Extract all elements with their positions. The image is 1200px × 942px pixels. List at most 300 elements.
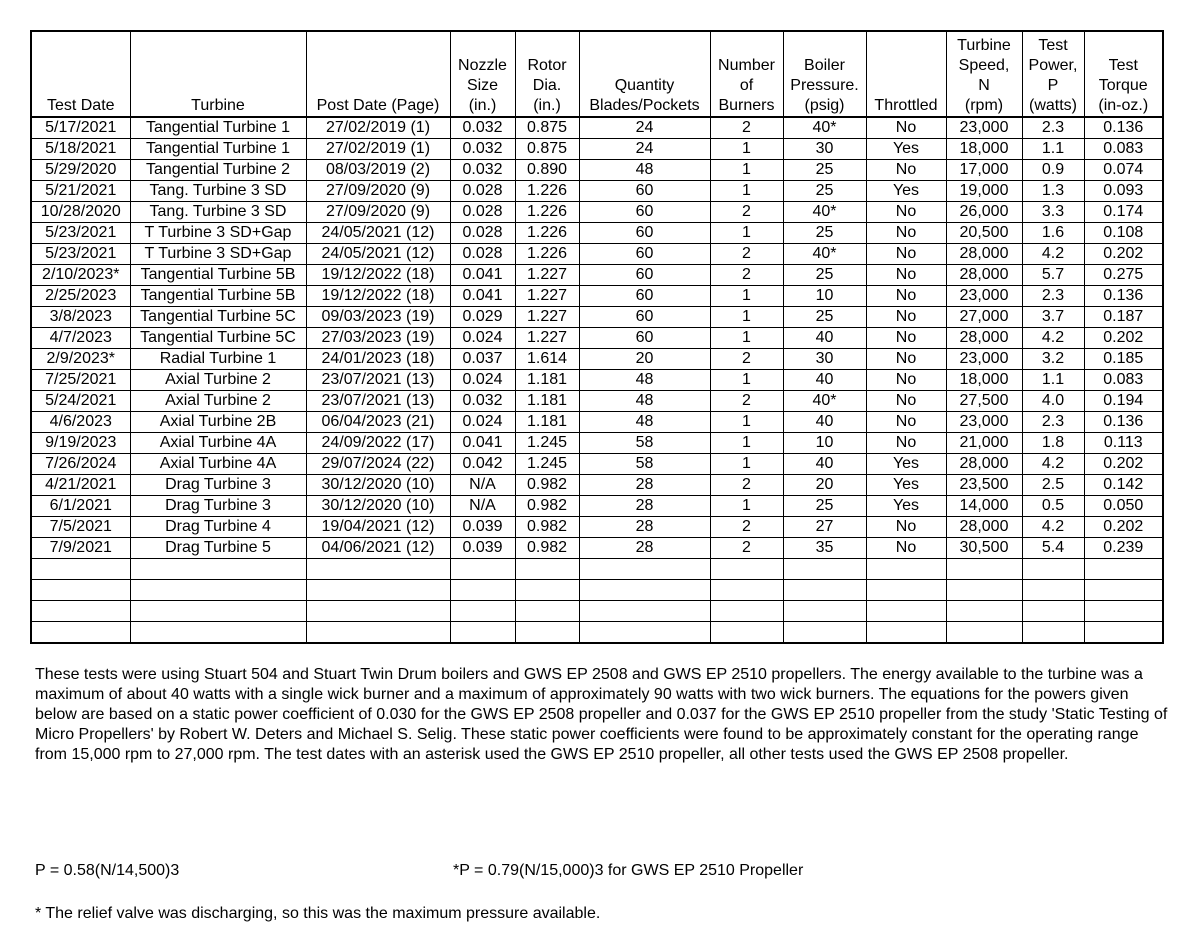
- table-cell: 4.2: [1022, 517, 1084, 538]
- table-cell: 0.890: [515, 160, 579, 181]
- table-cell: 24: [579, 139, 710, 160]
- table-cell: 3.3: [1022, 202, 1084, 223]
- table-cell: Yes: [866, 139, 946, 160]
- table-cell: 0.108: [1084, 223, 1163, 244]
- table-cell: 60: [579, 181, 710, 202]
- table-cell: 2.3: [1022, 412, 1084, 433]
- table-cell: 0.142: [1084, 475, 1163, 496]
- table-row: [31, 307, 1163, 328]
- table-cell: 23,000: [946, 412, 1022, 433]
- table-cell: 40: [783, 370, 866, 391]
- column-header-line: Dia.: [532, 77, 562, 94]
- table-cell: Drag Turbine 5: [130, 538, 306, 559]
- table-cell: 29/07/2024 (22): [306, 454, 450, 475]
- column-header: [866, 31, 946, 117]
- table-cell: 23,000: [946, 349, 1022, 370]
- table-cell: Tangential Turbine 5B: [130, 286, 306, 307]
- table-cell: [31, 580, 130, 601]
- table-cell: T Turbine 3 SD+Gap: [130, 244, 306, 265]
- table-cell: 1: [710, 181, 783, 202]
- table-cell: [783, 622, 866, 644]
- table-cell: 19,000: [946, 181, 1022, 202]
- table-cell: 1: [710, 412, 783, 433]
- table-cell: Yes: [866, 496, 946, 517]
- table-cell: 0.028: [450, 181, 515, 202]
- table-cell: 10/28/2020: [31, 202, 130, 223]
- table-cell: Tangential Turbine 5C: [130, 328, 306, 349]
- column-header-line: Test: [1038, 37, 1068, 54]
- table-row: [31, 117, 1163, 139]
- table-cell: [710, 622, 783, 644]
- table-cell: 25: [783, 265, 866, 286]
- table-cell: 24/05/2021 (12): [306, 244, 450, 265]
- table-cell: 27: [783, 517, 866, 538]
- table-cell: 1.226: [515, 202, 579, 223]
- column-header-line: Pressure.: [790, 77, 859, 94]
- table-cell: 27/02/2019 (1): [306, 117, 450, 139]
- table-cell: 40*: [783, 202, 866, 223]
- column-header-line: Power,: [1028, 57, 1078, 74]
- table-cell: 1: [710, 139, 783, 160]
- table-cell: Tangential Turbine 1: [130, 117, 306, 139]
- table-cell: 7/9/2021: [31, 538, 130, 559]
- column-header-line: (in-oz.): [1098, 97, 1149, 114]
- table-cell: [710, 580, 783, 601]
- table-cell: [31, 622, 130, 644]
- column-header-line: Rotor: [527, 57, 567, 74]
- table-cell: 4/6/2023: [31, 412, 130, 433]
- table-cell: [450, 559, 515, 580]
- table-row: [31, 412, 1163, 433]
- table-cell: 27,000: [946, 307, 1022, 328]
- column-header-line: Speed,: [958, 57, 1010, 74]
- table-cell: 40: [783, 328, 866, 349]
- table-row: [31, 433, 1163, 454]
- table-cell: 0.275: [1084, 265, 1163, 286]
- table-cell: 09/03/2023 (19): [306, 307, 450, 328]
- table-cell: 0.050: [1084, 496, 1163, 517]
- table-cell: [130, 601, 306, 622]
- table-row: [31, 580, 1163, 601]
- table-cell: 4.2: [1022, 328, 1084, 349]
- table-cell: No: [866, 307, 946, 328]
- table-cell: 4.2: [1022, 244, 1084, 265]
- table-cell: 58: [579, 454, 710, 475]
- table-cell: 1: [710, 370, 783, 391]
- table-row: [31, 622, 1163, 644]
- table-cell: 28,000: [946, 265, 1022, 286]
- table-cell: 27/09/2020 (9): [306, 202, 450, 223]
- table-cell: 28: [579, 496, 710, 517]
- table-cell: 23,000: [946, 286, 1022, 307]
- table-cell: 1.6: [1022, 223, 1084, 244]
- table-cell: Yes: [866, 454, 946, 475]
- table-cell: 48: [579, 391, 710, 412]
- table-cell: 60: [579, 265, 710, 286]
- table-cell: 0.875: [515, 117, 579, 139]
- table-cell: No: [866, 349, 946, 370]
- table-cell: 0.982: [515, 538, 579, 559]
- table-cell: 2: [710, 475, 783, 496]
- table-cell: [515, 559, 579, 580]
- column-header-line: P: [1047, 77, 1059, 94]
- column-header: [783, 31, 866, 117]
- table-cell: [306, 559, 450, 580]
- table-cell: 0.202: [1084, 328, 1163, 349]
- column-header: [515, 31, 579, 117]
- table-cell: 08/03/2019 (2): [306, 160, 450, 181]
- table-cell: No: [866, 202, 946, 223]
- table-cell: 26,000: [946, 202, 1022, 223]
- turbine-test-table: [30, 30, 1164, 644]
- table-cell: 30: [783, 349, 866, 370]
- table-cell: [579, 601, 710, 622]
- table-cell: 4.0: [1022, 391, 1084, 412]
- table-cell: [866, 601, 946, 622]
- table-cell: 2.5: [1022, 475, 1084, 496]
- column-header: [130, 31, 306, 117]
- table-cell: [946, 559, 1022, 580]
- table-cell: 5/24/2021: [31, 391, 130, 412]
- power-equation-2510: *P = 0.79(N/15,000)3 for GWS EP 2510 Propeller: [453, 862, 804, 879]
- table-row: [31, 265, 1163, 286]
- table-cell: 1: [710, 328, 783, 349]
- table-cell: 0.093: [1084, 181, 1163, 202]
- table-cell: 20,500: [946, 223, 1022, 244]
- table-cell: N/A: [450, 475, 515, 496]
- table-cell: 1.227: [515, 328, 579, 349]
- table-cell: 2: [710, 538, 783, 559]
- table-cell: 5/23/2021: [31, 223, 130, 244]
- table-cell: 28,000: [946, 454, 1022, 475]
- table-cell: Axial Turbine 4A: [130, 454, 306, 475]
- table-cell: 40: [783, 412, 866, 433]
- table-cell: 0.9: [1022, 160, 1084, 181]
- column-header-line: Test Date: [46, 97, 115, 114]
- table-cell: 0.083: [1084, 370, 1163, 391]
- table-cell: 1.1: [1022, 139, 1084, 160]
- table-cell: 2: [710, 391, 783, 412]
- table-cell: [1084, 622, 1163, 644]
- table-cell: 30,500: [946, 538, 1022, 559]
- header-row: [31, 31, 1163, 117]
- table-cell: 19/12/2022 (18): [306, 286, 450, 307]
- table-cell: No: [866, 160, 946, 181]
- table-cell: [1022, 622, 1084, 644]
- table-cell: 40: [783, 454, 866, 475]
- table-cell: 0.5: [1022, 496, 1084, 517]
- table-cell: 28,000: [946, 517, 1022, 538]
- table-cell: 0.136: [1084, 117, 1163, 139]
- table-cell: Yes: [866, 475, 946, 496]
- table-cell: 1: [710, 454, 783, 475]
- table-cell: No: [866, 391, 946, 412]
- table-cell: Drag Turbine 4: [130, 517, 306, 538]
- table-cell: [866, 580, 946, 601]
- table-cell: 1.8: [1022, 433, 1084, 454]
- table-cell: Axial Turbine 2B: [130, 412, 306, 433]
- table-cell: 0.074: [1084, 160, 1163, 181]
- table-cell: 28: [579, 517, 710, 538]
- column-header-line: Test: [1108, 57, 1138, 74]
- table-cell: No: [866, 286, 946, 307]
- table-cell: No: [866, 265, 946, 286]
- column-header: [31, 31, 130, 117]
- table-cell: 48: [579, 160, 710, 181]
- column-header-line: (watts): [1029, 97, 1077, 114]
- column-header-line: N: [978, 77, 990, 94]
- table-cell: 1.245: [515, 454, 579, 475]
- table-row: [31, 475, 1163, 496]
- table-cell: [579, 559, 710, 580]
- table-row: [31, 391, 1163, 412]
- table-cell: [710, 601, 783, 622]
- table-row: [31, 160, 1163, 181]
- table-cell: 3.2: [1022, 349, 1084, 370]
- column-header-line: Number: [718, 57, 775, 74]
- table-cell: Tangential Turbine 5B: [130, 265, 306, 286]
- table-cell: [866, 622, 946, 644]
- table-cell: 5/23/2021: [31, 244, 130, 265]
- table-cell: [515, 580, 579, 601]
- table-cell: 2/25/2023: [31, 286, 130, 307]
- table-row: [31, 601, 1163, 622]
- table-cell: 20: [579, 349, 710, 370]
- table-cell: 23,500: [946, 475, 1022, 496]
- table-cell: 7/26/2024: [31, 454, 130, 475]
- table-cell: 5/17/2021: [31, 117, 130, 139]
- table-cell: 0.032: [450, 391, 515, 412]
- column-header-line: Boiler: [804, 57, 845, 74]
- table-cell: 0.113: [1084, 433, 1163, 454]
- table-cell: No: [866, 517, 946, 538]
- table-cell: 0.239: [1084, 538, 1163, 559]
- table-cell: 19/12/2022 (18): [306, 265, 450, 286]
- table-cell: 0.202: [1084, 244, 1163, 265]
- table-cell: 27/09/2020 (9): [306, 181, 450, 202]
- table-cell: 60: [579, 328, 710, 349]
- table-cell: 5.4: [1022, 538, 1084, 559]
- table-cell: 30/12/2020 (10): [306, 496, 450, 517]
- table-cell: 27/02/2019 (1): [306, 139, 450, 160]
- table-cell: T Turbine 3 SD+Gap: [130, 223, 306, 244]
- table-cell: 0.875: [515, 139, 579, 160]
- table-cell: 1: [710, 286, 783, 307]
- table-cell: 0.039: [450, 517, 515, 538]
- table-cell: 0.041: [450, 286, 515, 307]
- table-cell: 1: [710, 307, 783, 328]
- table-cell: 28: [579, 538, 710, 559]
- column-header-line: Turbine: [191, 97, 245, 114]
- column-header-line: Post Date (Page): [316, 97, 440, 114]
- table-cell: 06/04/2023 (21): [306, 412, 450, 433]
- table-cell: 1: [710, 496, 783, 517]
- table-cell: 2: [710, 517, 783, 538]
- table-cell: 0.039: [450, 538, 515, 559]
- table-cell: 14,000: [946, 496, 1022, 517]
- table-row: [31, 517, 1163, 538]
- table-cell: 27/03/2023 (19): [306, 328, 450, 349]
- table-cell: 1.181: [515, 412, 579, 433]
- column-header: [450, 31, 515, 117]
- table-cell: 0.202: [1084, 517, 1163, 538]
- table-cell: 0.982: [515, 517, 579, 538]
- table-cell: No: [866, 433, 946, 454]
- table-cell: [450, 601, 515, 622]
- table-cell: Drag Turbine 3: [130, 496, 306, 517]
- table-cell: [306, 601, 450, 622]
- column-header-line: Throttled: [874, 97, 938, 114]
- table-cell: [579, 622, 710, 644]
- table-cell: 0.028: [450, 223, 515, 244]
- table-cell: [1022, 580, 1084, 601]
- table-cell: [450, 622, 515, 644]
- column-header-line: Burners: [718, 97, 775, 114]
- column-header-line: Nozzle: [458, 57, 507, 74]
- table-cell: 60: [579, 307, 710, 328]
- table-cell: 5.7: [1022, 265, 1084, 286]
- table-cell: 1.614: [515, 349, 579, 370]
- table-cell: 1.181: [515, 370, 579, 391]
- table-cell: 4.2: [1022, 454, 1084, 475]
- table-cell: 2/9/2023*: [31, 349, 130, 370]
- table-cell: 28,000: [946, 244, 1022, 265]
- table-cell: Tang. Turbine 3 SD: [130, 181, 306, 202]
- table-cell: 1: [710, 223, 783, 244]
- table-cell: 5/21/2021: [31, 181, 130, 202]
- table-cell: 04/06/2021 (12): [306, 538, 450, 559]
- table-cell: 10: [783, 433, 866, 454]
- table-row: [31, 244, 1163, 265]
- table-cell: 0.024: [450, 370, 515, 391]
- table-cell: 24: [579, 117, 710, 139]
- column-header: [1084, 31, 1163, 117]
- test-notes: These tests were using Stuart 504 and Stuart Twin Drum boilers and GWS EP 2508 and GWS EP 2510 propellers. The energy available to the turbine was a maximum of about 40 watts with a single wick burner and a maximum of approximately 90 watts with two wick burners. The equations for the powers given below are based on a static power coefficient of 0.030 for the GWS EP 2508 propeller and 0.037 for the GWS EP 2510 propeller from the study 'Static Testing of Micro Propellers' by Robert W. Deters and Michael S. Selig. These static power coefficients were found to be approximately constant for the operating range from 15,000 rpm to 27,000 rpm. The test dates with an asterisk used the GWS EP 2510 propeller, all other tests used the GWS EP 2508 propeller.: [35, 666, 1168, 763]
- table-cell: Tangential Turbine 1: [130, 139, 306, 160]
- table-cell: 40*: [783, 244, 866, 265]
- table-row: [31, 496, 1163, 517]
- table-cell: [306, 580, 450, 601]
- table-row: [31, 538, 1163, 559]
- table-cell: 20: [783, 475, 866, 496]
- table-cell: 17,000: [946, 160, 1022, 181]
- table-cell: 5/29/2020: [31, 160, 130, 181]
- column-header-line: Size: [466, 77, 499, 94]
- column-header-line: Torque: [1098, 77, 1148, 94]
- table-cell: 28,000: [946, 328, 1022, 349]
- table-cell: No: [866, 117, 946, 139]
- table-cell: 25: [783, 160, 866, 181]
- table-cell: 1.226: [515, 181, 579, 202]
- table-cell: 30/12/2020 (10): [306, 475, 450, 496]
- table-cell: [1084, 601, 1163, 622]
- table-cell: Tangential Turbine 5C: [130, 307, 306, 328]
- table-cell: 2: [710, 117, 783, 139]
- table-cell: 21,000: [946, 433, 1022, 454]
- table-cell: 0.202: [1084, 454, 1163, 475]
- table-cell: 5/18/2021: [31, 139, 130, 160]
- table-cell: 24/01/2023 (18): [306, 349, 450, 370]
- table-cell: Axial Turbine 2: [130, 391, 306, 412]
- table-cell: [946, 580, 1022, 601]
- column-header-line: (in.): [533, 97, 561, 114]
- table-cell: 4/21/2021: [31, 475, 130, 496]
- table-cell: 9/19/2023: [31, 433, 130, 454]
- table-cell: 0.037: [450, 349, 515, 370]
- table-cell: 40*: [783, 117, 866, 139]
- table-cell: [1022, 601, 1084, 622]
- table-cell: 2: [710, 202, 783, 223]
- table-cell: 27,500: [946, 391, 1022, 412]
- table-cell: No: [866, 538, 946, 559]
- table-cell: 25: [783, 496, 866, 517]
- table-row: [31, 454, 1163, 475]
- table-row: [31, 328, 1163, 349]
- table-cell: [130, 559, 306, 580]
- table-cell: 2: [710, 349, 783, 370]
- table-cell: 48: [579, 370, 710, 391]
- table-cell: [515, 601, 579, 622]
- table-cell: 1.245: [515, 433, 579, 454]
- table-cell: [579, 580, 710, 601]
- table-cell: 0.028: [450, 202, 515, 223]
- table-cell: 0.032: [450, 160, 515, 181]
- column-header-line: Blades/Pockets: [589, 97, 700, 114]
- table-cell: [946, 622, 1022, 644]
- table-cell: [1084, 559, 1163, 580]
- table-cell: 60: [579, 286, 710, 307]
- table-cell: No: [866, 223, 946, 244]
- table-cell: Tangential Turbine 2: [130, 160, 306, 181]
- table-cell: 25: [783, 223, 866, 244]
- table-cell: No: [866, 244, 946, 265]
- table-cell: 2/10/2023*: [31, 265, 130, 286]
- table-row: [31, 559, 1163, 580]
- relief-valve-footnote: * The relief valve was discharging, so this was the maximum pressure available.: [35, 905, 601, 922]
- power-equation-2508: P = 0.58(N/14,500)3: [35, 862, 180, 879]
- table-cell: 25: [783, 181, 866, 202]
- table-cell: 48: [579, 412, 710, 433]
- table-row: [31, 202, 1163, 223]
- table-cell: [1084, 580, 1163, 601]
- table-cell: Axial Turbine 4A: [130, 433, 306, 454]
- table-cell: 24/09/2022 (17): [306, 433, 450, 454]
- table-cell: N/A: [450, 496, 515, 517]
- table-cell: 0.029: [450, 307, 515, 328]
- table-cell: 0.032: [450, 139, 515, 160]
- table-cell: 2.3: [1022, 117, 1084, 139]
- column-header-line: Quantity: [614, 77, 675, 94]
- table-cell: 28: [579, 475, 710, 496]
- table-cell: [710, 559, 783, 580]
- table-cell: [1022, 559, 1084, 580]
- table-cell: [783, 559, 866, 580]
- table-cell: 35: [783, 538, 866, 559]
- column-header-line: (in.): [468, 97, 497, 114]
- table-cell: 0.024: [450, 412, 515, 433]
- table-cell: 1.3: [1022, 181, 1084, 202]
- table-cell: 25: [783, 307, 866, 328]
- table-cell: 1.226: [515, 244, 579, 265]
- table-cell: 0.041: [450, 433, 515, 454]
- table-cell: 0.032: [450, 117, 515, 139]
- table-cell: 18,000: [946, 139, 1022, 160]
- table-cell: 0.982: [515, 496, 579, 517]
- table-cell: 4/7/2023: [31, 328, 130, 349]
- table-cell: 30: [783, 139, 866, 160]
- table-row: [31, 139, 1163, 160]
- table-cell: 0.136: [1084, 412, 1163, 433]
